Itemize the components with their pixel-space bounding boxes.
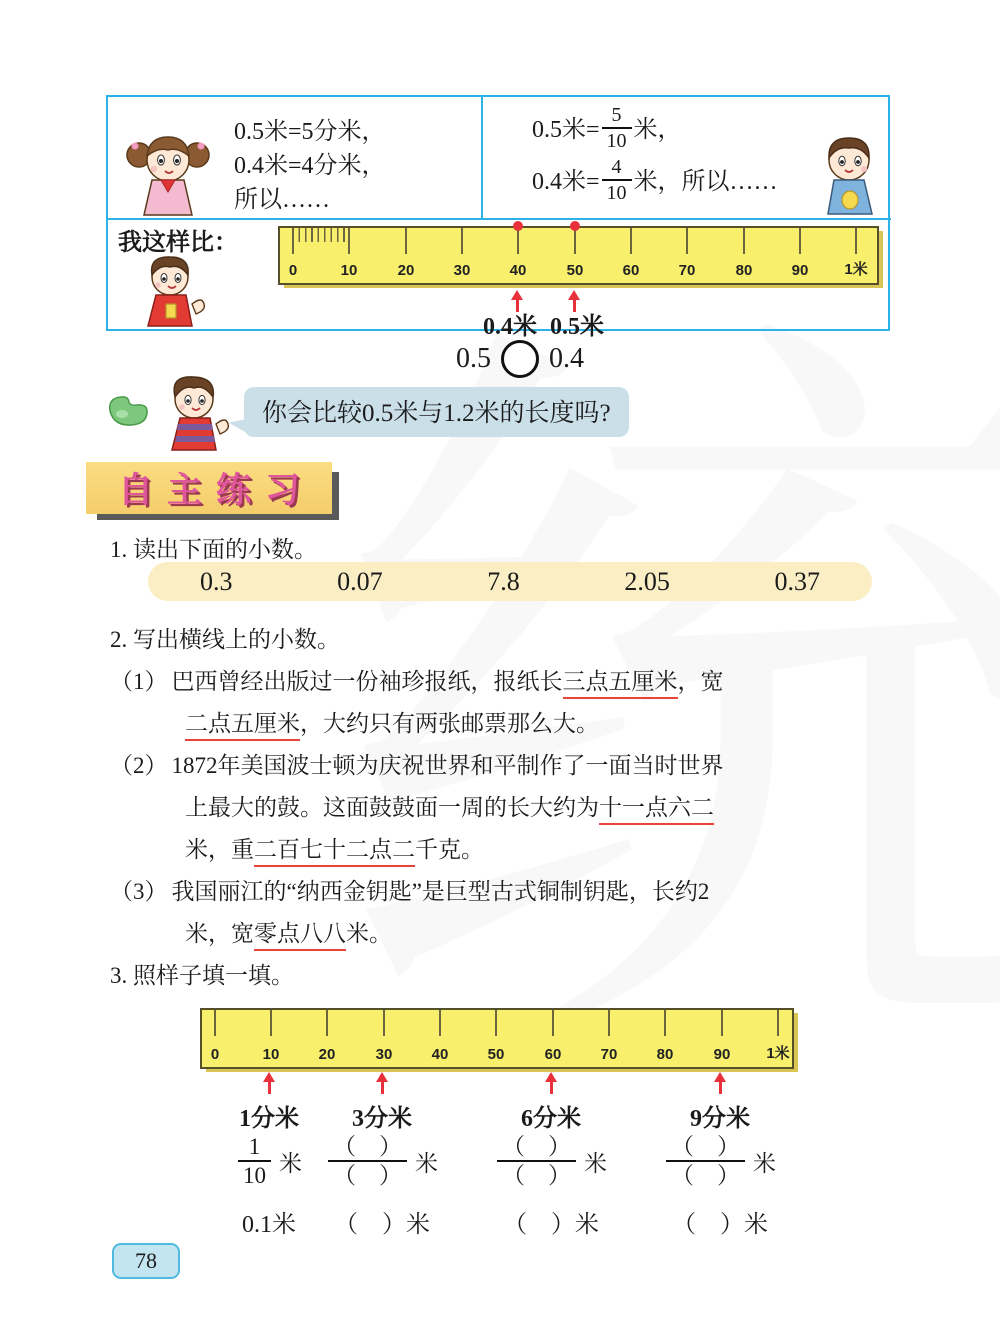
- underlined-number-words: 二百七十二点二: [254, 837, 415, 867]
- bean-icon: [106, 392, 150, 428]
- fraction-answer-blank[interactable]: $\frac{( )}{( )}$ 米: [650, 1134, 790, 1189]
- girl-illustration: [122, 124, 214, 218]
- exercise2-item1-line1: （1） 巴西曾经出版过一份袖珍报纸，报纸长三点五厘米，宽: [110, 661, 910, 703]
- exercise3-title: 3. 照样子填一填。: [110, 963, 294, 988]
- right-method-text: 0.5米= $\frac{5}{10}$ 米， 0.4米= $\frac{4}{10}$ 米，所以……: [532, 104, 778, 204]
- ruler-meter-bottom: 0 10 20 30 40 50 60 70 80 90 1米: [200, 1008, 794, 1069]
- boy-striped-illustration: [152, 372, 238, 452]
- decimal-answer-blank[interactable]: （ ）米: [503, 1212, 599, 1238]
- underlined-number-words: 三点五厘米: [563, 669, 678, 699]
- fraction-answer-blank[interactable]: $\frac{( )}{( )}$ 米: [312, 1134, 452, 1189]
- dm-label-9: 9分米: [690, 1106, 750, 1132]
- exercise2-item2-line2: 上最大的鼓。这面鼓鼓面一周的长大约为十一点六二: [110, 787, 910, 829]
- fraction-5-10: $\frac{5}{10}$: [602, 104, 632, 152]
- example-box-column-divider: [481, 97, 483, 218]
- exercise2-title: 2. 写出横线上的小数。: [110, 627, 340, 652]
- example-box-row-divider: [106, 218, 891, 220]
- up-arrow-icon-3dm: [376, 1072, 388, 1082]
- section-badge: [86, 462, 332, 514]
- mark-label-04: 0.4米: [483, 314, 537, 340]
- up-arrow-icon-1dm: [263, 1072, 275, 1082]
- page-number-badge: 78: [112, 1243, 180, 1279]
- exercise2-item3-line1: （3） 我国丽江的“纳西金钥匙”是巨型古式铜制钥匙，长约2: [110, 879, 710, 904]
- fraction-answer-1: $\frac{1}{10}$ 米: [199, 1134, 339, 1189]
- decimal-number: 0.37: [774, 566, 820, 596]
- decimal-answer-1: 0.1米: [242, 1212, 296, 1238]
- fraction-4-10: $\frac{4}{10}$: [602, 156, 632, 204]
- compare-right-number: 0.4: [549, 343, 584, 374]
- up-arrow-icon-6dm: [545, 1072, 557, 1082]
- dm-label-3: 3分米: [352, 1106, 412, 1132]
- decimal-number: 7.8: [487, 566, 520, 596]
- exercise1-number-strip: [148, 562, 872, 601]
- dm-label-1: 1分米: [239, 1106, 299, 1132]
- left-method-text: 0.5米=5分米， 0.4米=4分米， 所以……: [234, 119, 386, 213]
- decimal-number: 0.3: [200, 566, 233, 596]
- exercise2-item3-line2: 米，宽零点八八米。: [110, 913, 910, 955]
- decimal-answer-blank[interactable]: （ ）米: [334, 1212, 430, 1238]
- boy-red-illustration: [130, 252, 214, 328]
- dm-label-6: 6分米: [521, 1106, 581, 1132]
- underlined-number-words: 二点五厘米: [185, 711, 300, 741]
- mark-label-05: 0.5米: [550, 314, 604, 340]
- exercise2-item2-line3: 米，重二百七十二点二千克。: [110, 829, 910, 871]
- question-bubble: 你会比较0.5米与1.2米的长度吗?: [244, 387, 629, 437]
- underlined-number-words: 十一点六二: [599, 795, 714, 825]
- boy-blue-illustration: [814, 130, 884, 216]
- compare-left-number: 0.5: [456, 343, 491, 374]
- comparison-circle[interactable]: [501, 340, 539, 378]
- up-arrow-icon-05: [568, 290, 580, 300]
- exercise2-item1-line2: 二点五厘米，大约只有两张邮票那么大。: [110, 703, 910, 745]
- compare-method-label: 我这样比：: [118, 230, 238, 256]
- up-arrow-icon-9dm: [714, 1072, 726, 1082]
- section-badge-label: 自主练习: [117, 471, 314, 510]
- exercise2-item2-line1: （2） 1872年美国波士顿为庆祝世界和平制作了一面当时世界: [110, 753, 724, 778]
- ruler-meter-top: 0 10 20 30 40 50 60 70 80 90 1米: [278, 226, 879, 285]
- decimal-number: 0.07: [337, 566, 383, 596]
- up-arrow-icon-04: [511, 290, 523, 300]
- marker-dot-05: [570, 221, 580, 231]
- ruler-fine-ticks: [292, 228, 349, 242]
- decimal-number: 2.05: [624, 566, 670, 596]
- exercise2-block: [110, 619, 910, 997]
- fraction-answer-blank[interactable]: $\frac{( )}{( )}$ 米: [481, 1134, 621, 1189]
- underlined-number-words: 零点八八: [254, 921, 346, 951]
- comparison-exercise: [430, 340, 610, 378]
- marker-dot-04: [513, 221, 523, 231]
- decimal-answer-blank[interactable]: （ ）米: [672, 1212, 768, 1238]
- exercise1-title: 1. 读出下面的小数。: [110, 537, 317, 562]
